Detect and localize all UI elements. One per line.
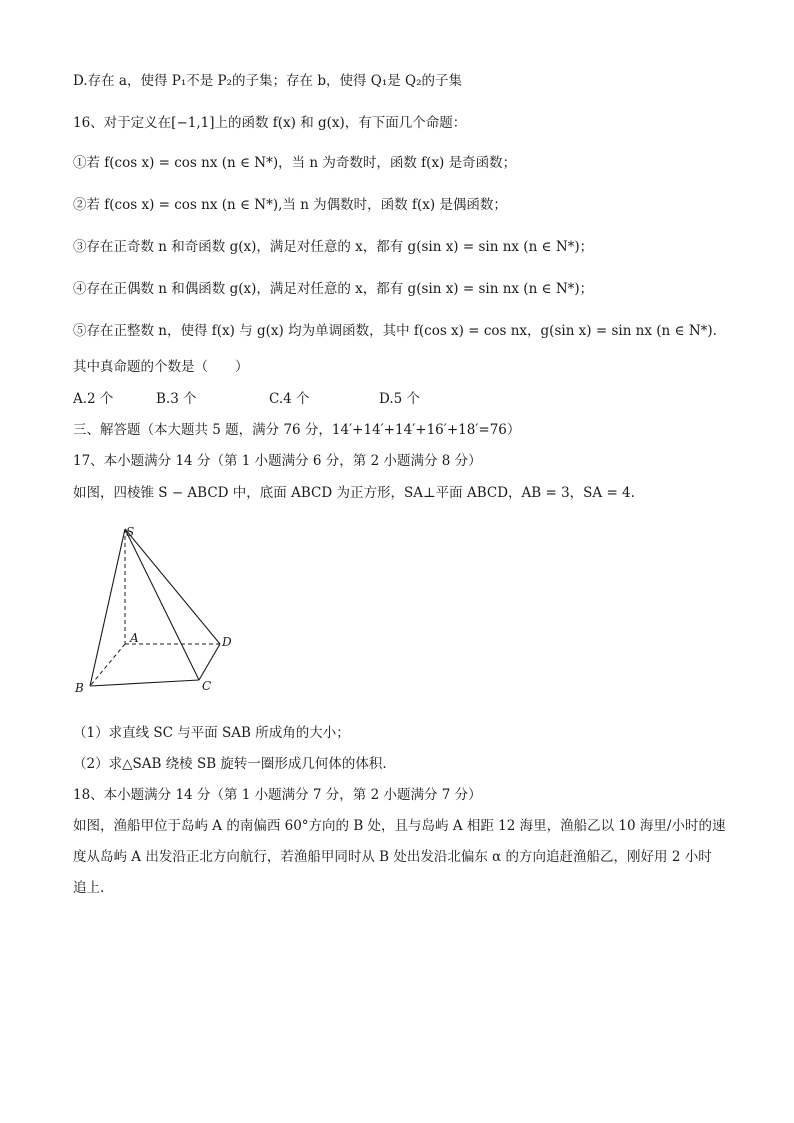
edge-BC: [90, 680, 199, 686]
q16-proposition-5: ⑤存在正整数 n，使得 f(x) 与 g(x) 均为单调函数，其中 f(cos x) = cos nx，g(sin x) = sin nx (n ∈ N*).: [73, 323, 717, 339]
q16-proposition-1: ①若 f(cos x) = cos nx (n ∈ N*)，当 n 为奇数时，函数 f(x) 是奇函数；: [73, 155, 517, 171]
q18-heading: 18、本小题满分 14 分（第 1 小题满分 7 分，第 2 小题满分 7 分）: [73, 787, 482, 803]
label-D: D: [222, 635, 232, 649]
q17-part-2: （2）求△SAB 绕棱 SB 旋转一圈形成几何体的体积.: [73, 756, 387, 772]
q16-proposition-3: ③存在正奇数 n 和奇函数 g(x)，满足对任意的 x，都有 g(sin x) = sin nx (n ∈ N*)；: [73, 239, 594, 255]
q17-part-1: （1）求直线 SC 与平面 SAB 所成角的大小；: [73, 725, 350, 741]
q17-stem: 如图，四棱锥 S − ABCD 中，底面 ABCD 为正方形，SA⊥平面 ABCD，AB = 3，SA = 4.: [73, 485, 635, 501]
q16-option-b: B.3 个: [156, 391, 197, 407]
edge-AB-hidden: [90, 644, 125, 686]
q16-proposition-4: ④存在正偶数 n 和偶函数 g(x)，满足对任意的 x，都有 g(sin x) = sin nx (n ∈ N*)；: [73, 281, 594, 297]
edge-CD: [199, 644, 220, 680]
q15-option-d: D.存在 a，使得 P₁不是 P₂的子集；存在 b，使得 Q₁是 Q₂的子集: [73, 73, 463, 89]
q18-stem-line-1: 如图，渔船甲位于岛屿 A 的南偏西 60°方向的 B 处，且与岛屿 A 相距 12 海里，渔船乙以 10 海里/小时的速: [73, 818, 726, 834]
label-S: S: [126, 525, 135, 539]
edge-SB: [90, 529, 125, 686]
label-A: A: [130, 631, 139, 645]
q16-option-a: A.2 个: [73, 391, 114, 407]
q16-stem: 16、对于定义在[−1,1]上的函数 f(x) 和 g(x)，有下面几个命题：: [73, 115, 467, 131]
q17-heading: 17、本小题满分 14 分（第 1 小题满分 6 分，第 2 小题满分 8 分）: [73, 453, 482, 469]
q18-stem-line-2: 度从岛屿 A 出发沿正北方向航行，若渔船甲同时从 B 处出发沿北偏东 α 的方向追赶渔船乙，刚好用 2 小时: [73, 849, 712, 865]
q16-option-c: C.4 个: [269, 391, 310, 407]
q16-proposition-2: ②若 f(cos x) = cos nx (n ∈ N*),当 n 为偶数时，函数 f(x) 是偶函数；: [73, 197, 507, 213]
pyramid-figure: [70, 522, 245, 700]
q16-option-d: D.5 个: [379, 391, 421, 407]
q16-question: 其中真命题的个数是（ ）: [73, 359, 249, 375]
label-C: C: [202, 679, 212, 693]
section-3-heading: 三、解答题（本大题共 5 题，满分 76 分，14′+14′+14′+16′+18′=76）: [73, 422, 521, 438]
q18-stem-line-3: 追上.: [73, 880, 105, 896]
label-B: B: [75, 681, 84, 695]
